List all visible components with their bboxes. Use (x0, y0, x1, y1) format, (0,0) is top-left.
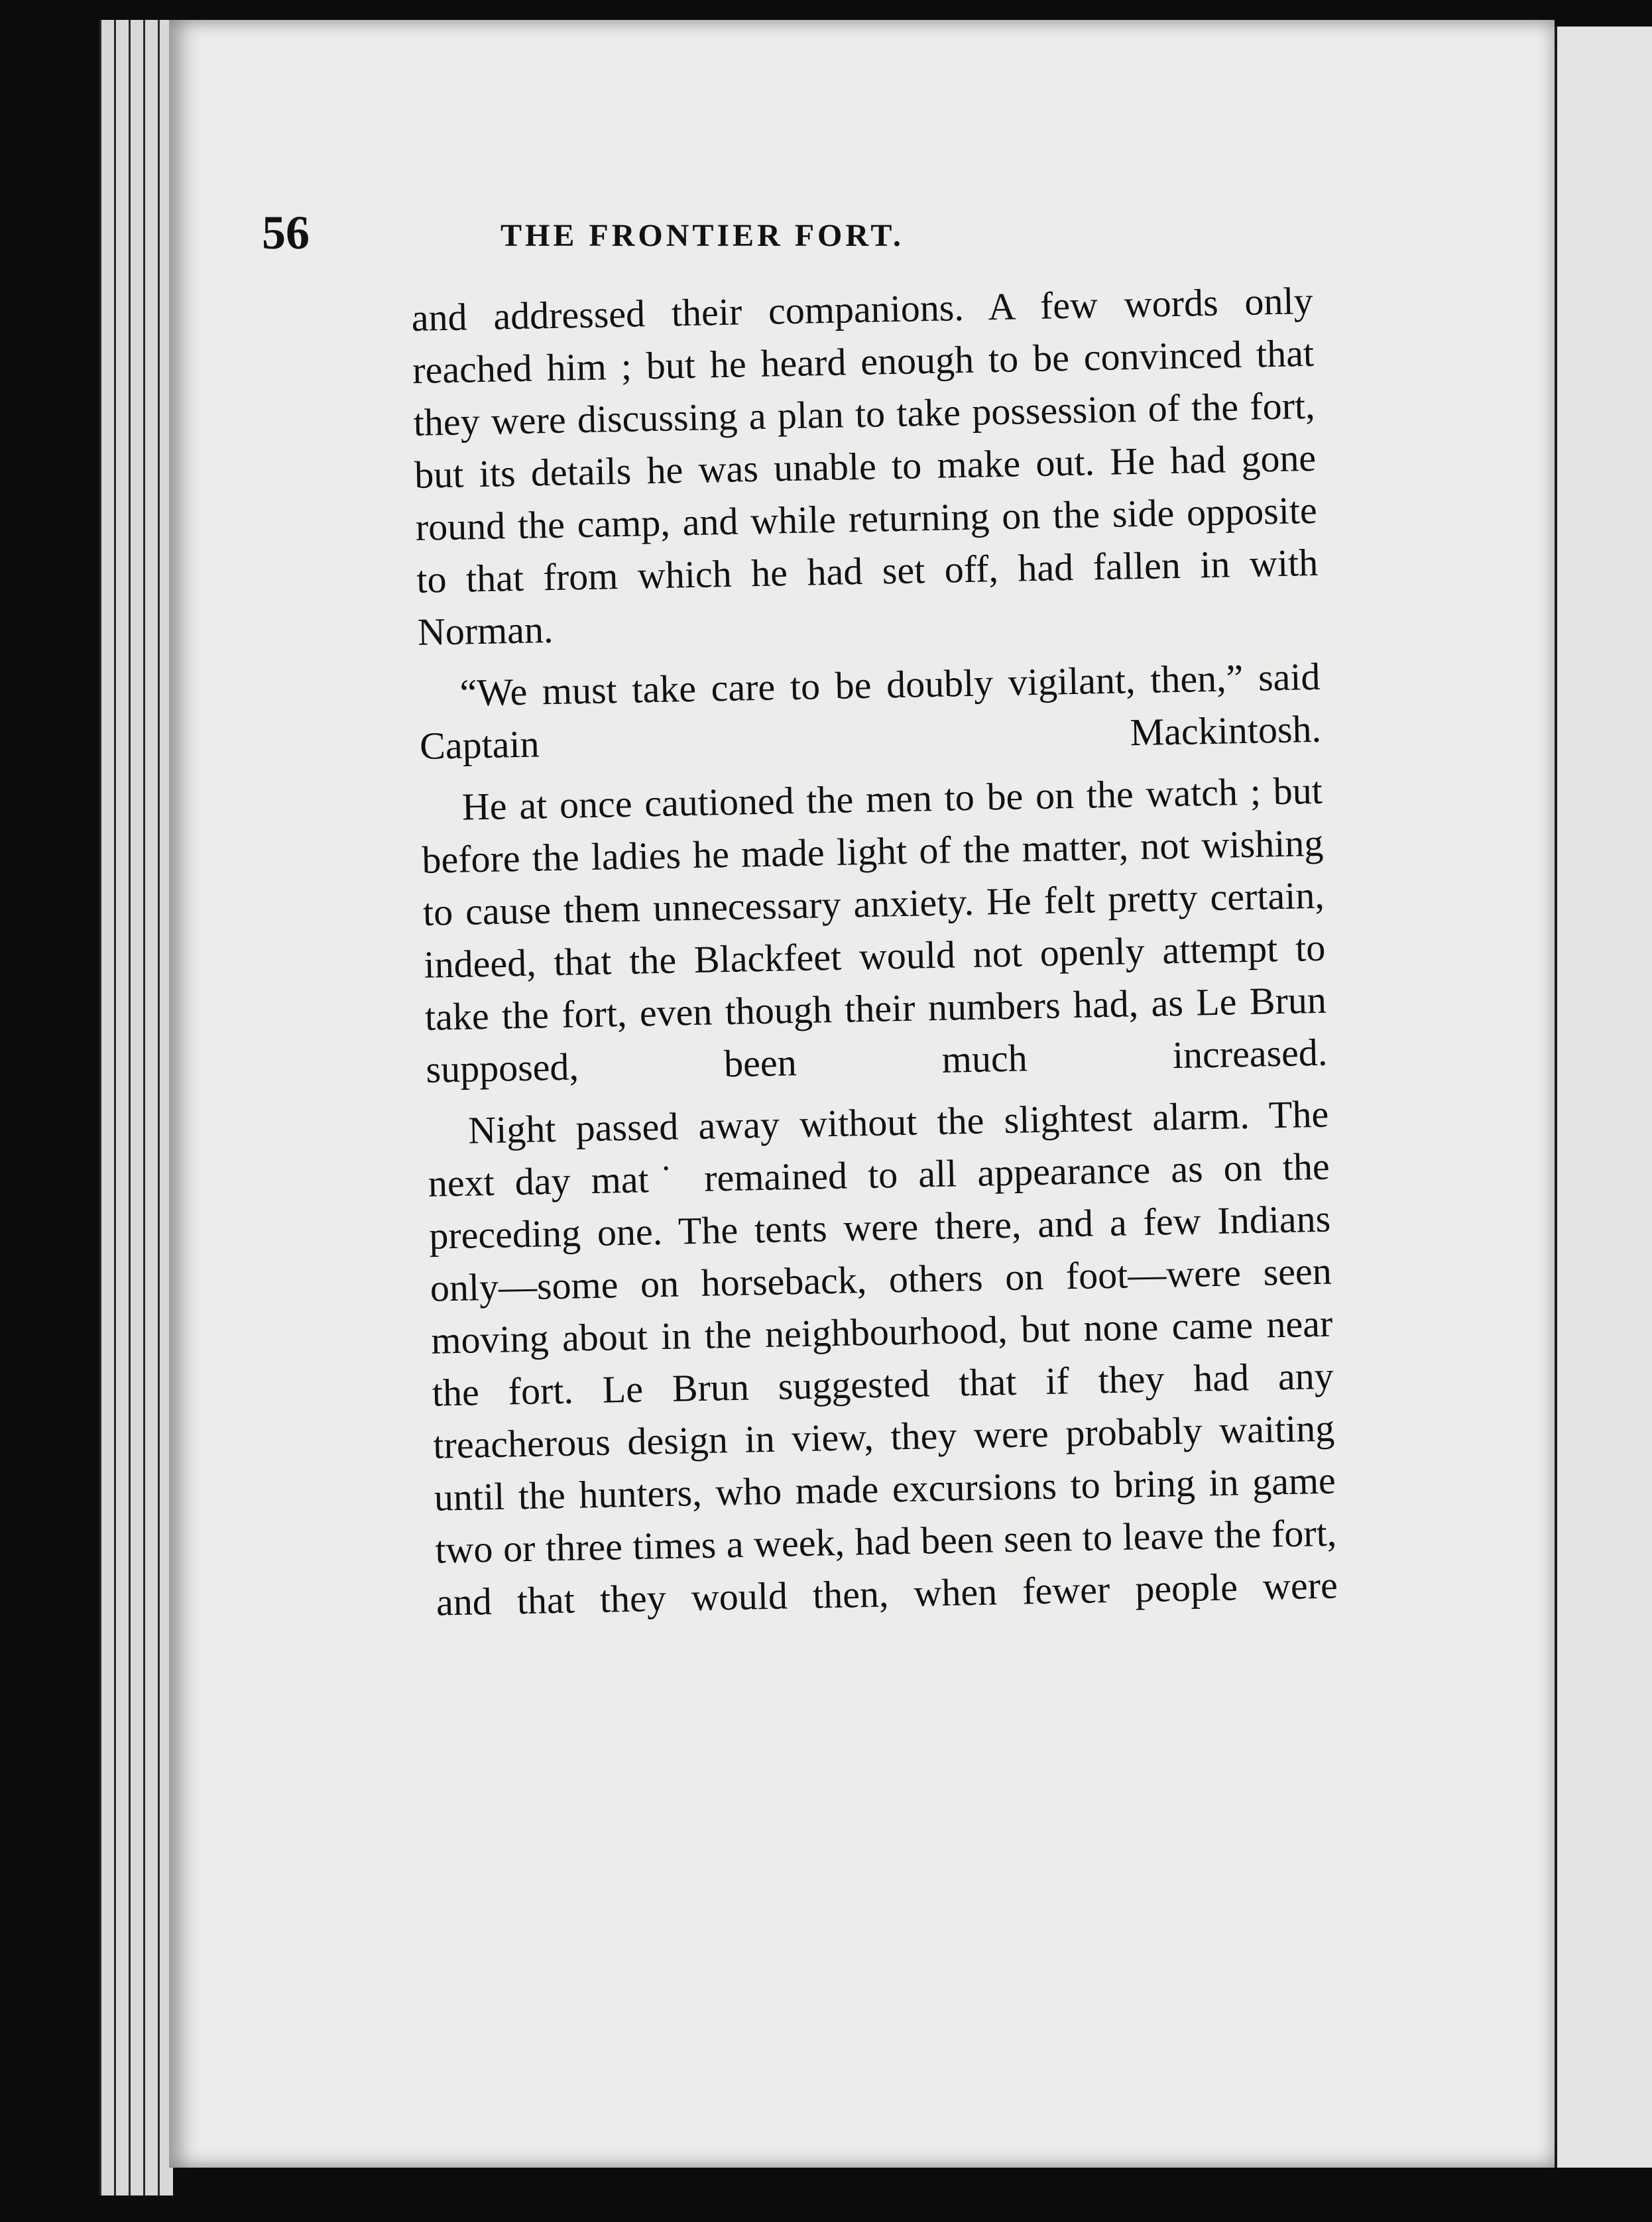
paragraph: “We must take care to be doubly vigilant, then,” said Captain Mackintosh. (419, 654, 1322, 768)
page-edge (143, 20, 158, 2195)
page-edge (114, 20, 129, 2195)
running-head: THE FRONTIER FORT. (501, 218, 904, 253)
paragraph: He at once cautioned the men to be on the watch ; but before the ladies he made light of the matter, not wishing to cause them unnecessary anxiety. He felt pretty certain, indeed, that the Blackfeet would not openly attempt to take the fort, even though their numbers had, as Le Brun supposed, been much increased. (421, 768, 1328, 1091)
paragraph: Night passed away without the slightest alarm. The next day mat˙ remained to all appearance as on the preceding one. The tents were there, and a few Indians only—some on horseback, others on foot—were seen moving about in the neighbourhood, but none came near the fort. Le Brun suggested that if they had any treacherous design in view, they were probably waiting until the hunters, who made excursions to bring in game two or three times a week, had been seen to leave the fort, and that they would then, when fewer people were (428, 1092, 1338, 1624)
page-header (262, 205, 1097, 278)
page-edge (129, 20, 144, 2195)
body-text (411, 274, 1338, 1638)
facing-page-edge (1555, 27, 1652, 2168)
paragraph: and addressed their companions. A few words only reached him ; but he heard enough to be convinced that they were discussing a plan to take possession of the fort, but its details he was unable to make out. He had gone round the camp, and while returning on the side opposite to that from which he had set off, had fallen in with Norman. (411, 278, 1319, 654)
page-edge (99, 20, 115, 2195)
page-number: 56 (262, 206, 310, 259)
